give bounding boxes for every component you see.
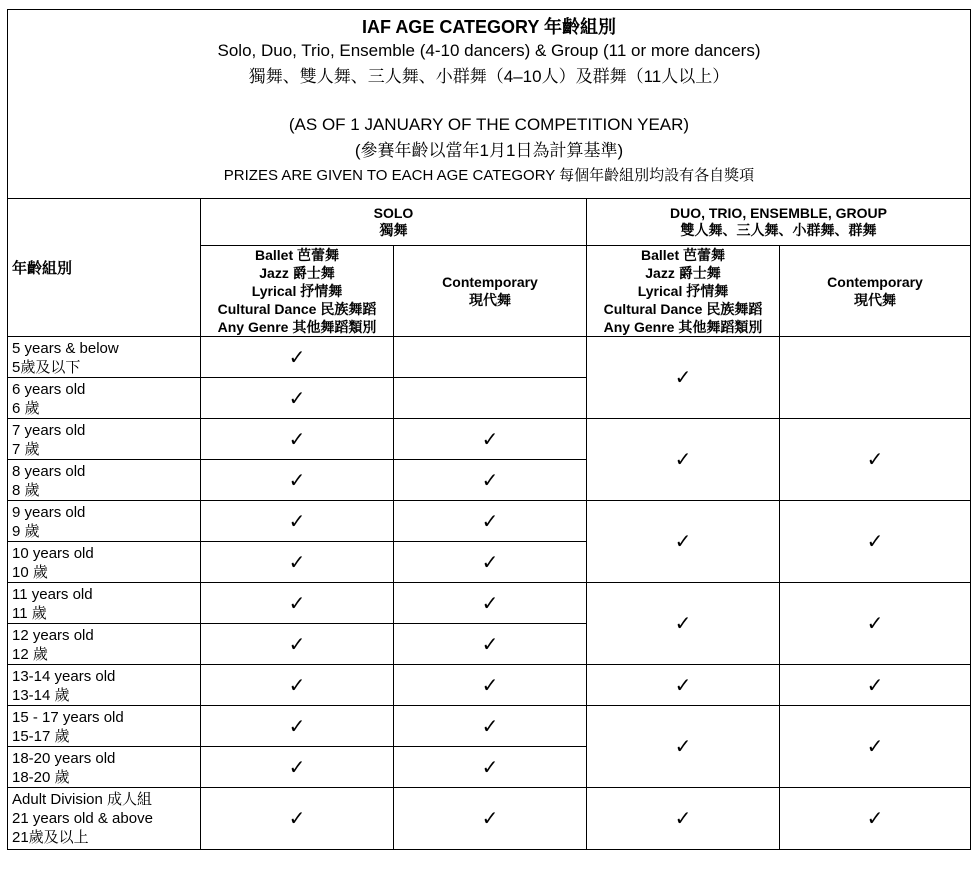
checkmark-icon: ✓ <box>201 706 394 747</box>
checkmark-icon: ✓ <box>201 378 394 419</box>
genre-label: Any Genre 其他舞蹈類別 <box>217 319 377 335</box>
age-label-cell <box>8 378 201 419</box>
age-category-header: 年齡組別 <box>8 199 201 337</box>
table-row <box>8 419 971 460</box>
title-line-zh: 獨舞、雙人舞、三人舞、小群舞（4–10人）及群舞（11人以上） <box>248 67 730 86</box>
genre-label: Lyrical 抒情舞 <box>637 283 729 299</box>
checkmark-icon: ✓ <box>201 747 394 788</box>
age-label-cell <box>8 501 201 542</box>
table-row <box>8 337 971 378</box>
checkmark-icon: ✓ <box>394 788 587 850</box>
table-row <box>8 665 971 706</box>
age-label-zh: 15-17 歲 <box>12 728 70 745</box>
checkmark-icon: ✓ <box>201 788 394 850</box>
age-category-document <box>7 9 970 850</box>
age-label-cell <box>8 747 201 788</box>
contemporary-en: Contemporary <box>827 274 923 290</box>
checkmark-icon: ✓ <box>394 542 587 583</box>
checkmark-icon: ✓ <box>587 583 780 665</box>
contemporary-zh: 現代舞 <box>854 292 896 308</box>
checkmark-icon: ✓ <box>201 583 394 624</box>
age-label-cell <box>8 337 201 378</box>
checkmark-icon: ✓ <box>780 419 971 501</box>
group-header-zh: 雙人舞、三人舞、小群舞、群舞 <box>680 222 877 238</box>
age-label-en: 7 years old <box>12 422 86 439</box>
age-label-zh: 13-14 歲 <box>12 687 70 704</box>
checkmark-icon: ✓ <box>394 583 587 624</box>
age-label-en: 10 years old <box>12 545 94 562</box>
prizes-note: PRIZES ARE GIVEN TO EACH AGE CATEGORY 每個年齡組別均設有各自獎項 <box>223 167 755 184</box>
empty-cell <box>780 337 971 419</box>
genre-label: Cultural Dance 民族舞蹈 <box>603 301 763 317</box>
title-block <box>8 10 971 199</box>
title-heading: IAF AGE CATEGORY 年齡組別 <box>361 17 616 37</box>
age-label-zh: 5歲及以下 <box>12 359 81 376</box>
solo-genres-header <box>201 246 394 337</box>
group-header-en: DUO, TRIO, ENSEMBLE, GROUP <box>669 205 887 221</box>
genre-label: Jazz 爵士舞 <box>259 265 335 281</box>
age-label-en: 11 years old <box>12 586 93 603</box>
contemporary-en: Contemporary <box>442 274 538 290</box>
group-genres-header <box>587 246 780 337</box>
checkmark-icon: ✓ <box>201 624 394 665</box>
age-label-zh: 18-20 歲 <box>12 769 70 786</box>
age-label-en: 12 years old <box>12 627 94 644</box>
checkmark-icon: ✓ <box>587 337 780 419</box>
age-label-zh: 8 歲 <box>12 482 40 499</box>
checkmark-icon: ✓ <box>780 788 971 850</box>
checkmark-icon: ✓ <box>201 419 394 460</box>
checkmark-icon: ✓ <box>394 419 587 460</box>
contemporary-zh: 現代舞 <box>469 292 511 308</box>
age-label-en: 13-14 years old <box>12 668 116 685</box>
age-category-table <box>7 9 971 850</box>
group-header <box>587 199 971 246</box>
age-label-cell <box>8 419 201 460</box>
title-line-en: Solo, Duo, Trio, Ensemble (4-10 dancers) & Group (11 or more dancers) <box>217 41 761 60</box>
asof-zh: (參賽年齡以當年1月1日為計算基準) <box>354 141 624 160</box>
checkmark-icon: ✓ <box>780 501 971 583</box>
checkmark-icon: ✓ <box>201 665 394 706</box>
table-row <box>8 583 971 624</box>
age-label-en: 9 years old <box>12 504 86 521</box>
age-label-en: Adult Division 成人組 <box>12 791 153 808</box>
checkmark-icon: ✓ <box>587 501 780 583</box>
solo-header <box>201 199 587 246</box>
checkmark-icon: ✓ <box>201 337 394 378</box>
checkmark-icon: ✓ <box>394 706 587 747</box>
age-label-en: 15 - 17 years old <box>12 709 124 726</box>
table-row <box>8 788 971 850</box>
group-contemporary-header <box>780 246 971 337</box>
age-label-cell <box>8 624 201 665</box>
empty-cell <box>394 378 587 419</box>
solo-contemporary-header <box>394 246 587 337</box>
checkmark-icon: ✓ <box>780 583 971 665</box>
solo-header-zh: 獨舞 <box>379 222 408 238</box>
age-label-cell <box>8 665 201 706</box>
checkmark-icon: ✓ <box>394 624 587 665</box>
asof-en: (AS OF 1 JANUARY OF THE COMPETITION YEAR) <box>288 115 690 134</box>
age-label-cell <box>8 542 201 583</box>
empty-cell <box>394 337 587 378</box>
age-label-cell <box>8 788 201 850</box>
age-label-zh: 6 歲 <box>12 400 40 417</box>
age-label-en: 6 years old <box>12 381 86 398</box>
checkmark-icon: ✓ <box>587 419 780 501</box>
genre-label: Ballet 芭蕾舞 <box>254 247 339 263</box>
age-label-zh: 9 歲 <box>12 523 40 540</box>
table-row <box>8 706 971 747</box>
age-label-en: 18-20 years old <box>12 750 116 767</box>
checkmark-icon: ✓ <box>394 747 587 788</box>
table-row <box>8 501 971 542</box>
age-label-zh: 12 歲 <box>12 646 48 663</box>
age-label-cell <box>8 583 201 624</box>
checkmark-icon: ✓ <box>201 460 394 501</box>
age-label-zh: 11 歲 <box>12 605 47 622</box>
checkmark-icon: ✓ <box>201 542 394 583</box>
age-label-en: 8 years old <box>12 463 86 480</box>
genre-label: Lyrical 抒情舞 <box>251 283 343 299</box>
checkmark-icon: ✓ <box>780 706 971 788</box>
checkmark-icon: ✓ <box>587 788 780 850</box>
genre-label: Ballet 芭蕾舞 <box>640 247 725 263</box>
checkmark-icon: ✓ <box>394 501 587 542</box>
checkmark-icon: ✓ <box>201 501 394 542</box>
age-label-cell <box>8 706 201 747</box>
age-label-zh: 10 歲 <box>12 564 48 581</box>
checkmark-icon: ✓ <box>587 706 780 788</box>
checkmark-icon: ✓ <box>587 665 780 706</box>
checkmark-icon: ✓ <box>780 665 971 706</box>
age-label-zh: 7 歲 <box>12 441 40 458</box>
age-label-cell <box>8 460 201 501</box>
checkmark-icon: ✓ <box>394 460 587 501</box>
age-label-en: 21 years old & above <box>12 810 153 827</box>
age-label-en: 5 years & below <box>12 340 119 357</box>
genre-label: Any Genre 其他舞蹈類別 <box>603 319 763 335</box>
age-label-zh: 21歲及以上 <box>12 829 89 846</box>
solo-header-en: SOLO <box>373 205 414 221</box>
genre-label: Cultural Dance 民族舞蹈 <box>217 301 377 317</box>
checkmark-icon: ✓ <box>394 665 587 706</box>
genre-label: Jazz 爵士舞 <box>645 265 721 281</box>
